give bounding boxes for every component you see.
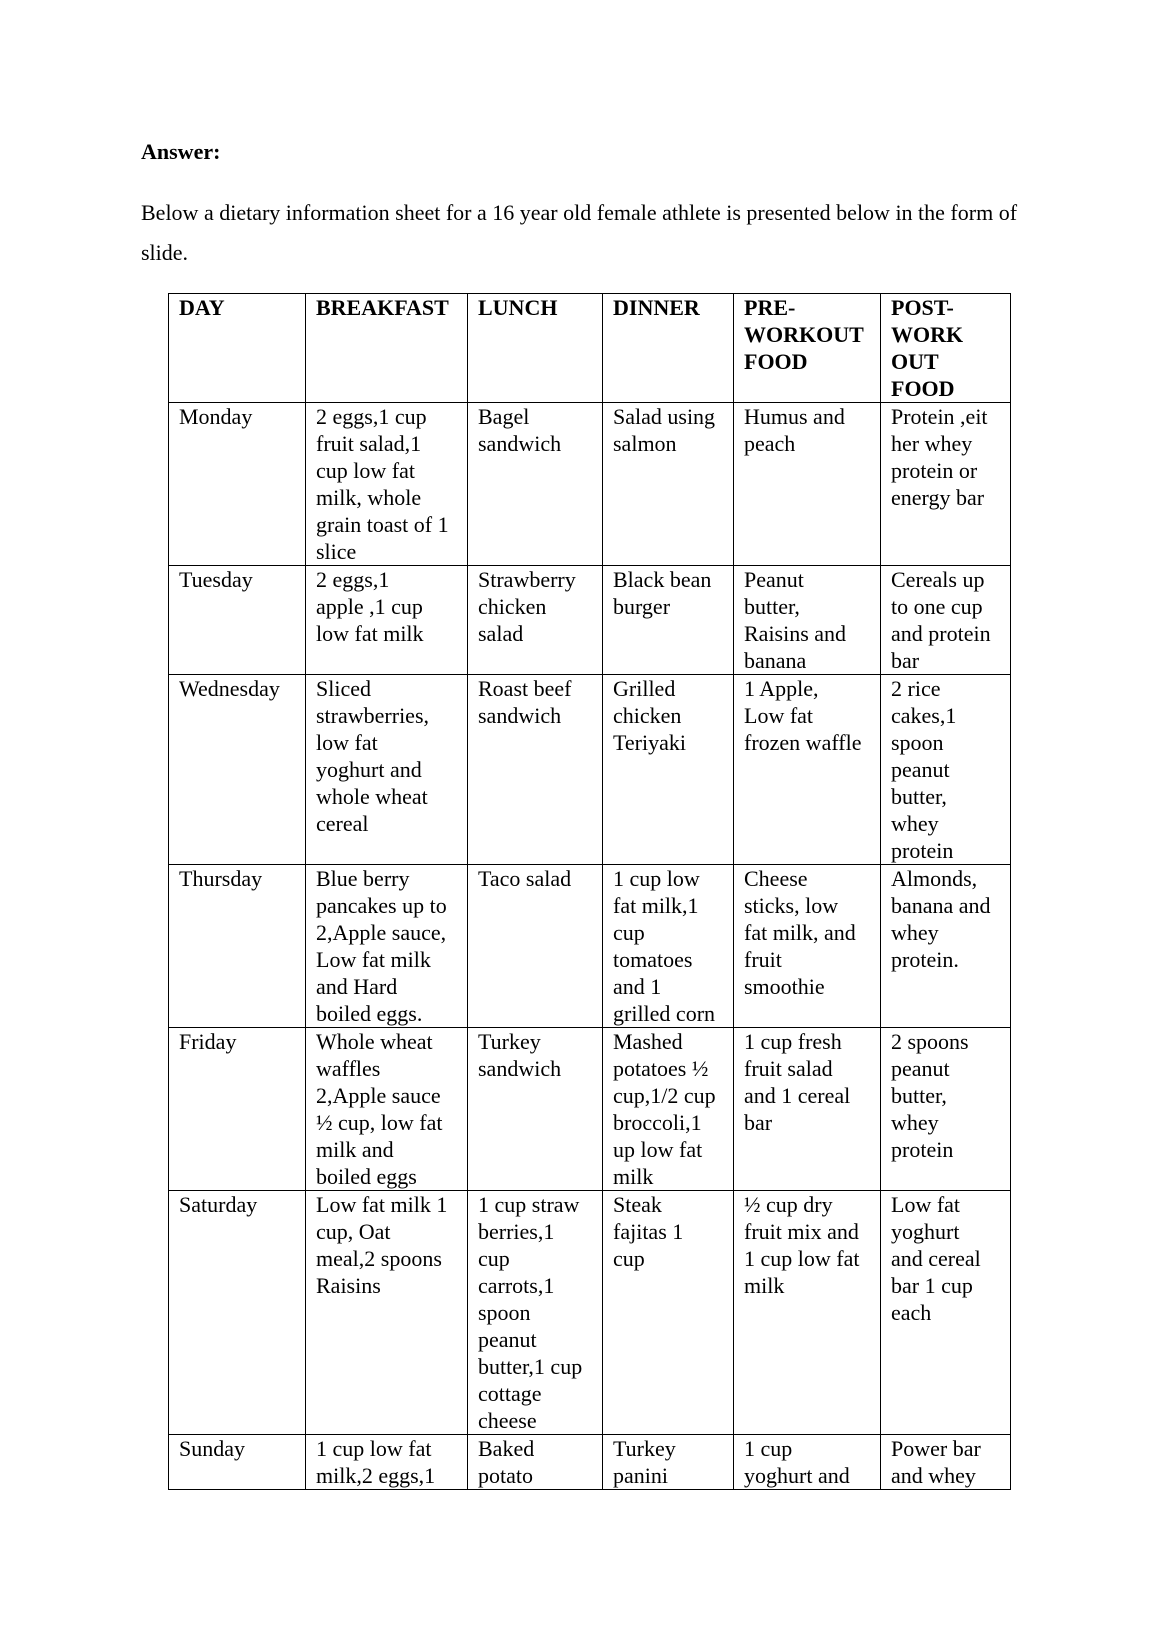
cell-pre-workout: Peanut butter, Raisins and banana — [734, 566, 881, 675]
cell-lunch: Strawberry chicken salad — [468, 566, 603, 675]
table-row-sunday — [169, 1435, 1011, 1490]
cell-day: Friday — [169, 1028, 306, 1191]
cell-lunch: 1 cup straw berries,1 cup carrots,1 spoon peanut butter,1 cup cottage cheese — [468, 1191, 603, 1435]
header-day: DAY — [169, 294, 306, 403]
cell-dinner: Black bean burger — [603, 566, 734, 675]
table-row-friday — [169, 1028, 1011, 1191]
cell-dinner: Turkey panini — [603, 1435, 734, 1490]
cell-breakfast: 2 eggs,1 apple ,1 cup low fat milk — [306, 566, 468, 675]
header-lunch: LUNCH — [468, 294, 603, 403]
cell-day: Saturday — [169, 1191, 306, 1435]
cell-dinner: Grilled chicken Teriyaki — [603, 675, 734, 865]
cell-lunch: Taco salad — [468, 865, 603, 1028]
cell-breakfast: Sliced strawberries, low fat yoghurt and whole wheat cereal — [306, 675, 468, 865]
cell-post-workout: 2 rice cakes,1 spoon peanut butter, whey protein — [881, 675, 1011, 865]
cell-dinner: Steak fajitas 1 cup — [603, 1191, 734, 1435]
cell-dinner: Mashed potatoes ½ cup,1/2 cup broccoli,1 up low fat milk — [603, 1028, 734, 1191]
cell-post-workout: Cereals up to one cup and protein bar — [881, 566, 1011, 675]
cell-lunch: Baked potato — [468, 1435, 603, 1490]
cell-breakfast: Whole wheat waffles 2,Apple sauce ½ cup, low fat milk and boiled eggs — [306, 1028, 468, 1191]
table-row-saturday — [169, 1191, 1011, 1435]
table-row-thursday — [169, 865, 1011, 1028]
cell-pre-workout: Humus and peach — [734, 403, 881, 566]
diet-table — [168, 293, 1011, 1490]
cell-day: Tuesday — [169, 566, 306, 675]
table-header-row — [169, 294, 1011, 403]
table-row-wednesday — [169, 675, 1011, 865]
cell-lunch: Bagel sandwich — [468, 403, 603, 566]
header-pre-workout: PRE- WORKOUT FOOD — [734, 294, 881, 403]
cell-pre-workout: ½ cup dry fruit mix and 1 cup low fat milk — [734, 1191, 881, 1435]
table-row-monday — [169, 403, 1011, 566]
cell-day: Wednesday — [169, 675, 306, 865]
header-post-workout: POST- WORK OUT FOOD — [881, 294, 1011, 403]
intro-paragraph: Below a dietary information sheet for a 16 year old female athlete is presented below in the form of slide. — [141, 200, 1018, 265]
cell-breakfast: Low fat milk 1 cup, Oat meal,2 spoons Raisins — [306, 1191, 468, 1435]
cell-post-workout: Power bar and whey — [881, 1435, 1011, 1490]
cell-pre-workout: 1 cup yoghurt and — [734, 1435, 881, 1490]
cell-day: Monday — [169, 403, 306, 566]
cell-pre-workout: 1 cup fresh fruit salad and 1 cereal bar — [734, 1028, 881, 1191]
cell-pre-workout: 1 Apple, Low fat frozen waffle — [734, 675, 881, 865]
cell-post-workout: Almonds, banana and whey protein. — [881, 865, 1011, 1028]
cell-breakfast: Blue berry pancakes up to 2,Apple sauce, Low fat milk and Hard boiled eggs. — [306, 865, 468, 1028]
cell-pre-workout: Cheese sticks, low fat milk, and fruit smoothie — [734, 865, 881, 1028]
cell-dinner: Salad using salmon — [603, 403, 734, 566]
cell-day: Thursday — [169, 865, 306, 1028]
cell-dinner: 1 cup low fat milk,1 cup tomatoes and 1 grilled corn — [603, 865, 734, 1028]
cell-post-workout: Protein ,eit her whey protein or energy bar — [881, 403, 1011, 566]
cell-post-workout: Low fat yoghurt and cereal bar 1 cup each — [881, 1191, 1011, 1435]
cell-lunch: Roast beef sandwich — [468, 675, 603, 865]
cell-breakfast: 2 eggs,1 cup fruit salad,1 cup low fat milk, whole grain toast of 1 slice — [306, 403, 468, 566]
cell-post-workout: 2 spoons peanut butter, whey protein — [881, 1028, 1011, 1191]
table-row-tuesday — [169, 566, 1011, 675]
header-dinner: DINNER — [603, 294, 734, 403]
cell-breakfast: 1 cup low fat milk,2 eggs,1 — [306, 1435, 468, 1490]
cell-day: Sunday — [169, 1435, 306, 1490]
cell-lunch: Turkey sandwich — [468, 1028, 603, 1191]
header-breakfast: BREAKFAST — [306, 294, 468, 403]
answer-heading: Answer: — [141, 139, 221, 164]
